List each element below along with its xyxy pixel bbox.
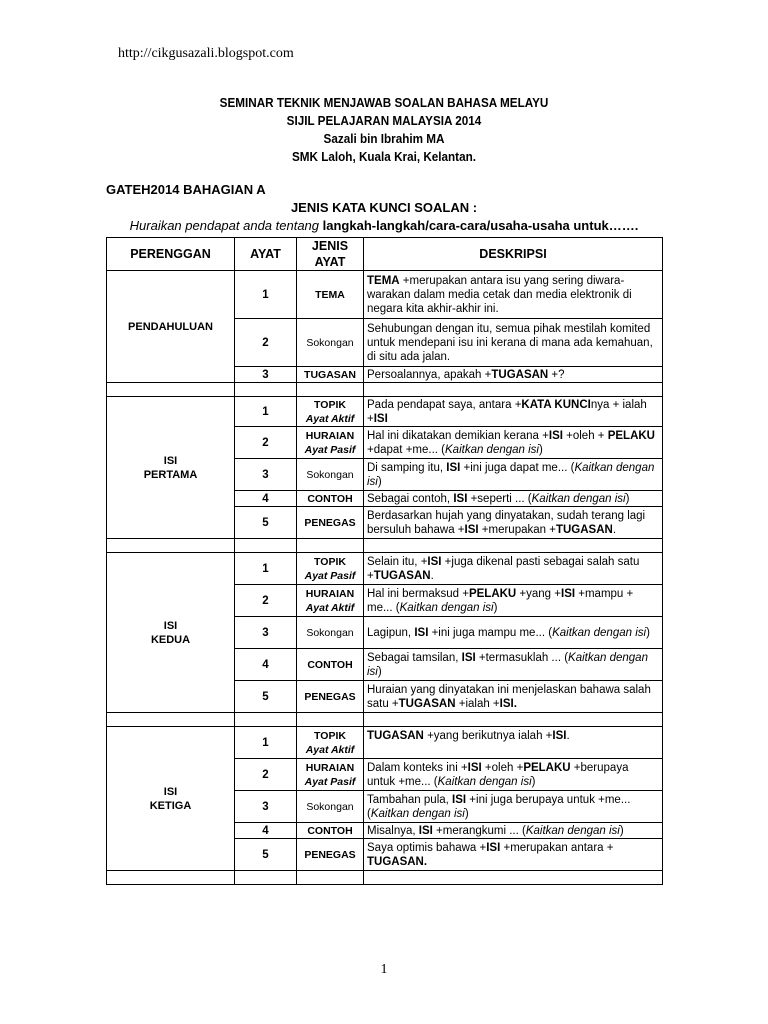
jenis-ayat: TEMA [297, 271, 364, 319]
desc-text: +mampu + me... ( [367, 587, 634, 614]
desc-bold: ISI [414, 626, 429, 639]
desc-text: Pada pendapat saya, antara + [367, 398, 522, 411]
desc-text: Berdasarkan hujah yang dinyatakan, sudah terang lagi bersuluh bahawa + [367, 509, 646, 536]
desc-bold: ISI [486, 841, 501, 854]
deskripsi [364, 681, 663, 713]
deskripsi [364, 727, 663, 759]
desc-text: +merangkumi ... ( [432, 824, 526, 837]
desc-text: Huraian yang dinyatakan ini menjelaskan bahawa salah satu + [367, 683, 651, 710]
desc-text: ) [493, 601, 498, 614]
ayat-number: 4 [235, 823, 297, 839]
ayat-number: 2 [235, 319, 297, 367]
table-row [107, 553, 663, 585]
desc-bold: ISI [453, 492, 468, 505]
structure-table [106, 237, 663, 885]
deskripsi [364, 585, 663, 617]
jenis-ayat: PENEGAS [297, 839, 364, 871]
jenis-sub: Ayat Aktif [305, 743, 355, 756]
desc-text: +merupakan + [478, 523, 556, 536]
desc-text: Di samping itu, [367, 461, 447, 474]
desc-bold: ISI [548, 429, 563, 442]
desc-italic: Kaitkan dengan isi [531, 492, 626, 505]
jenis-ayat: PENEGAS [297, 507, 364, 539]
table-row [107, 727, 663, 759]
jenis-ayat [297, 397, 364, 427]
jenis-sub: Ayat Pasif [304, 443, 356, 456]
ayat-number: 2 [235, 585, 297, 617]
ayat-number: 3 [235, 617, 297, 649]
desc-bold: TUGASAN [398, 697, 456, 710]
ayat-number: 1 [235, 553, 297, 585]
desc-text: +oleh + [562, 429, 608, 442]
jenis-ayat: CONTOH [297, 649, 364, 681]
desc-text: nya + ialah + [367, 398, 647, 425]
spacer-row [107, 383, 663, 397]
deskripsi [364, 791, 663, 823]
desc-text: . [612, 523, 617, 536]
source-url[interactable]: http://cikgusazali.blogspot.com [118, 46, 294, 61]
deskripsi [364, 271, 663, 319]
desc-bold: TUGASAN [367, 730, 424, 742]
paragraph-label-isi-kedua [107, 553, 235, 713]
instruction-italic: Huraikan pendapat anda tentang [129, 218, 323, 233]
ayat-number: 2 [235, 427, 297, 459]
desc-bold: ISI [452, 793, 467, 806]
desc-text: ) [377, 475, 382, 488]
desc-text: +yang + [516, 587, 561, 600]
desc-bold: PELAKU [607, 429, 655, 442]
deskripsi [364, 507, 663, 539]
desc-text: ) [619, 824, 624, 837]
deskripsi [364, 823, 663, 839]
jenis-main: TOPIK [314, 729, 346, 742]
desc-text: +berupaya untuk +me... ( [367, 761, 629, 788]
jenis-ayat [297, 553, 364, 585]
desc-bold: ISI [552, 730, 567, 742]
label-line-1: ISI [163, 785, 178, 798]
header-line-3: Sazali bin Ibrahim MA [323, 131, 445, 146]
ayat-number: 5 [235, 839, 297, 871]
desc-text: . [566, 730, 570, 742]
jenis-main: HURAIAN [305, 587, 355, 600]
desc-bold: ISI [373, 412, 388, 425]
ayat-number: 3 [235, 459, 297, 491]
page-number: 1 [380, 962, 388, 977]
desc-italic: Kaitkan dengan isi [525, 824, 620, 837]
desc-text: +merupakan antara isu yang sering diwara-warakan dalam media cetak dan media elektronik di negara kita akhir-akhir ini. [367, 274, 632, 315]
jenis-ayat: Sokongan [297, 319, 364, 367]
label-line-2: PERTAMA [143, 468, 198, 481]
desc-bold: KATA KUNCI [521, 398, 591, 411]
ayat-number: 1 [235, 727, 297, 759]
desc-italic: Kaitkan dengan isi [367, 651, 648, 678]
deskripsi [364, 459, 663, 491]
header-line-2: SIJIL PELAJARAN MALAYSIA 2014 [286, 113, 482, 128]
desc-bold: ISI [427, 555, 442, 568]
paragraph-label-isi-ketiga [107, 727, 235, 871]
paragraph-label-isi-pertama [107, 397, 235, 539]
desc-text: ) [531, 775, 536, 788]
label-line-1: ISI [163, 454, 178, 467]
header-line-4: SMK Laloh, Kuala Krai, Kelantan. [292, 149, 476, 164]
subtitle: JENIS KATA KUNCI SOALAN : [290, 200, 478, 215]
ayat-number: 5 [235, 507, 297, 539]
spacer-row [107, 713, 663, 727]
jenis-ayat: CONTOH [297, 491, 364, 507]
jenis-sub: Ayat Aktif [305, 601, 355, 614]
instruction [0, 218, 768, 233]
deskripsi [364, 759, 663, 791]
paragraph-label-pendahuluan: PENDAHULUAN [107, 271, 235, 383]
desc-text: Hal ini dikatakan demikian kerana + [367, 429, 549, 442]
col-header-jenis-1: JENIS [311, 239, 349, 253]
ayat-number: 1 [235, 271, 297, 319]
desc-text: +seperti ... ( [467, 492, 532, 505]
jenis-main: HURAIAN [305, 429, 355, 442]
desc-bold: ISI [467, 761, 482, 774]
jenis-ayat [297, 427, 364, 459]
jenis-ayat: PENEGAS [297, 681, 364, 713]
ayat-number: 4 [235, 491, 297, 507]
desc-text: Dalam konteks ini + [367, 761, 468, 774]
desc-italic: Kaitkan dengan isi [399, 601, 494, 614]
col-header-deskripsi: DESKRIPSI [364, 238, 663, 271]
spacer-row [107, 871, 663, 885]
ayat-number: 2 [235, 759, 297, 791]
deskripsi [364, 617, 663, 649]
desc-text: +ini juga berupaya untuk +me... ( [367, 793, 631, 820]
col-header-perenggan: PERENGGAN [107, 238, 235, 271]
desc-bold: PELAKU [523, 761, 571, 774]
desc-text: . [430, 569, 434, 582]
jenis-ayat: Sokongan [297, 459, 364, 491]
desc-text: Persoalannya, apakah + [367, 368, 492, 381]
desc-text: Misalnya, [367, 824, 419, 837]
desc-bold: ISI [561, 587, 576, 600]
desc-italic: Kaitkan dengan isi [445, 443, 539, 456]
desc-bold: TUGASAN [555, 523, 613, 536]
jenis-ayat: CONTOH [297, 823, 364, 839]
desc-text: ) [646, 626, 650, 639]
jenis-sub: Ayat Aktif [305, 412, 355, 425]
jenis-main: TOPIK [314, 398, 346, 411]
desc-text: Tambahan pula, [367, 793, 453, 806]
ayat-number: 1 [235, 397, 297, 427]
desc-text: ) [377, 665, 382, 678]
desc-bold: ISI [464, 523, 479, 536]
jenis-sub: Ayat Pasif [304, 569, 356, 582]
header-line-1: SEMINAR TEKNIK MENJAWAB SOALAN BAHASA MELAYU [219, 95, 549, 110]
jenis-main: HURAIAN [305, 761, 355, 774]
jenis-ayat [297, 585, 364, 617]
jenis-ayat: Sokongan [297, 617, 364, 649]
desc-text: ) [625, 492, 630, 505]
instruction-bold: langkah-langkah/cara-cara/usaha-usaha untuk……. [322, 218, 639, 233]
table-row [107, 397, 663, 427]
desc-bold: PELAKU [468, 587, 517, 600]
deskripsi [364, 649, 663, 681]
desc-italic: Kaitkan dengan isi [367, 461, 655, 488]
desc-text: +merupakan antara + [500, 841, 614, 854]
desc-bold: ISI [418, 824, 433, 837]
desc-bold: TEMA [367, 274, 400, 287]
table-row [107, 271, 663, 319]
deskripsi [364, 397, 663, 427]
jenis-sub: Ayat Pasif [304, 775, 356, 788]
deskripsi [364, 367, 663, 383]
label-line-2: KETIGA [149, 799, 192, 812]
desc-text: +yang berikutnya ialah + [423, 730, 553, 742]
desc-text: Selain itu, + [367, 555, 428, 568]
desc-text: Hal ini bermaksud + [367, 587, 469, 600]
col-header-jenis [297, 238, 364, 271]
jenis-ayat [297, 727, 364, 759]
desc-text: Lagipun, [367, 626, 415, 639]
desc-text: +ini juga mampu me... ( [428, 626, 553, 639]
ayat-number: 4 [235, 649, 297, 681]
deskripsi [364, 839, 663, 871]
document-header [38, 94, 729, 166]
col-header-jenis-2: AYAT [314, 255, 346, 269]
label-line-1: ISI [163, 619, 178, 632]
jenis-ayat: TUGASAN [297, 367, 364, 383]
desc-text: +ini juga dapat me... ( [460, 461, 575, 474]
desc-text: ) [464, 807, 469, 820]
desc-text: +dapat +me... ( [367, 443, 445, 456]
desc-italic: Kaitkan dengan isi [437, 775, 532, 788]
ayat-number: 5 [235, 681, 297, 713]
deskripsi [364, 319, 663, 367]
desc-text: Sebagai contoh, [367, 492, 454, 505]
desc-text: Sehubungan dengan itu, semua pihak mestilah komited untuk mendepani isu ini kerana di mana ada kemahuan, di situ ada jalan. [367, 322, 653, 363]
desc-bold: ISI [461, 651, 476, 664]
desc-bold: TUGASAN [373, 569, 431, 582]
desc-text: Saya optimis bahawa + [367, 841, 487, 854]
section-title: GATEH2014 BAHAGIAN A [106, 182, 266, 197]
deskripsi [364, 427, 663, 459]
desc-text: ) [538, 443, 543, 456]
desc-bold: ISI [446, 461, 461, 474]
desc-text: Sebagai tamsilan, [367, 651, 462, 664]
desc-text: +oleh + [481, 761, 524, 774]
desc-bold: TUGASAN. [367, 855, 428, 868]
spacer-row [107, 539, 663, 553]
desc-text: +ialah + [455, 697, 500, 710]
ayat-number: 3 [235, 791, 297, 823]
jenis-ayat: Sokongan [297, 791, 364, 823]
desc-italic: Kaitkan dengan isi [552, 626, 647, 639]
col-header-ayat: AYAT [235, 238, 297, 271]
jenis-main: TOPIK [314, 555, 346, 568]
deskripsi [364, 553, 663, 585]
deskripsi [364, 491, 663, 507]
jenis-ayat [297, 759, 364, 791]
desc-bold: ISI. [499, 697, 517, 710]
desc-italic: Kaitkan dengan isi [370, 807, 465, 820]
label-line-2: KEDUA [150, 633, 191, 646]
desc-text: +? [548, 368, 565, 381]
table-header-row [107, 238, 663, 271]
desc-text: +termasuklah ... ( [475, 651, 569, 664]
ayat-number: 3 [235, 367, 297, 383]
desc-text: +juga dikenal pasti sebagai salah satu + [367, 555, 640, 582]
desc-bold: TUGASAN [491, 368, 549, 381]
